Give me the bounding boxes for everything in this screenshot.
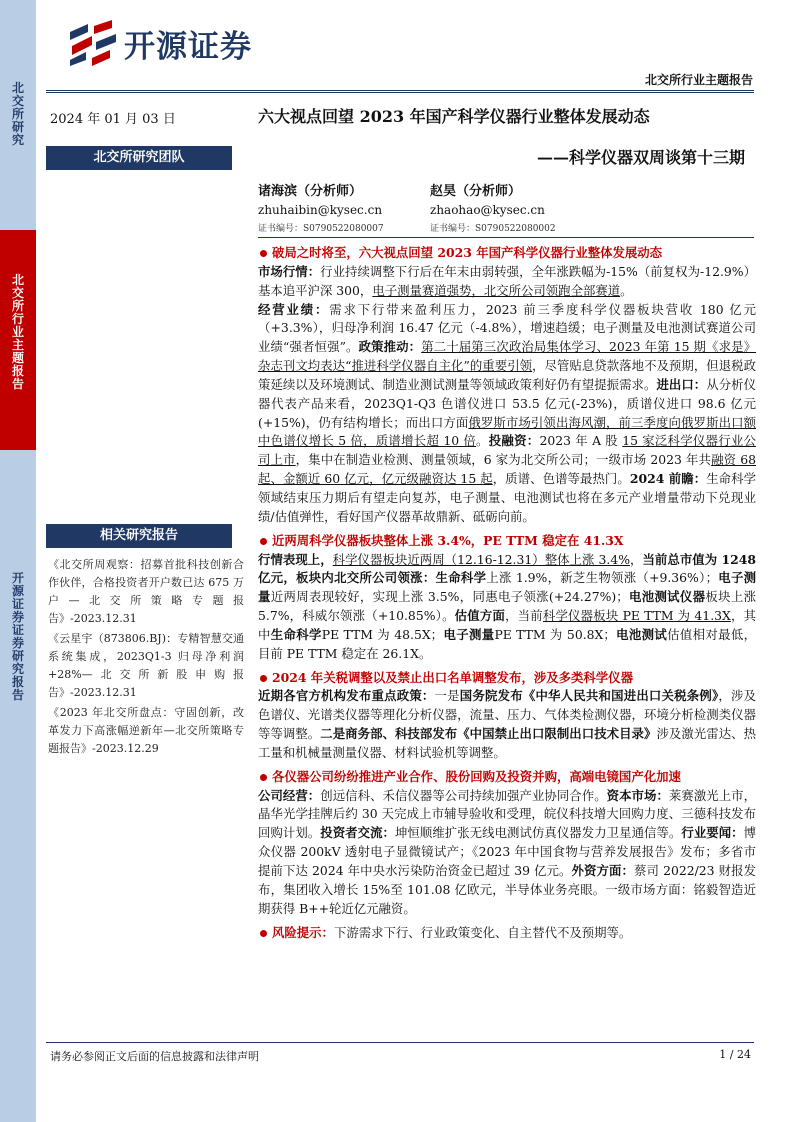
related-reports-list <box>48 556 244 760</box>
analyst-cert: 证书编号：S0790522080002 <box>430 224 556 234</box>
section-heading: 破局之时将至，六大视点回望 2023 年国产科学仪器行业整体发展动态 <box>258 244 756 263</box>
analyst-1 <box>258 180 384 234</box>
analyst-cert: 证书编号：S0790522080007 <box>258 224 384 234</box>
paragraph-quotes: 行情表现上，科学仪器板块近两周（12.16-12.31）整体上涨 3.4%，当前总市值为 1248 亿元，板块内北交所公司领涨：生命科学上涨 1.9%，新芝生物领涨（+9.36%）；电子测量近两周表现较好，实现上涨 3.5%，同惠电子领涨(+24.27%)；电池测试仪器板块上涨 5.7%，科威尔领涨（+10.85%）。估值方面，当前科学仪器板块 PE TTM 为 41.3X，其中生命科学PE TTM 为 48.5X；电子测量PE TTM 为 50.8X；电池测试估值相对最低，目前 PE TTM 稳定在 26.1X。 <box>258 551 757 661</box>
analyst-divider <box>258 237 754 238</box>
sidebar-top-label: 北交所研究 <box>11 81 24 147</box>
paragraph-company: 公司经营：创远信科、禾信仪器等公司持续加强产业协同合作。资本市场：莱赛激光上市，晶华光学挂牌后约 30 天完成上市辅导验收和受理，皖仪科技增大回购力度、三德科技发布回购计划。投资者交流：坤恒顺维扩张无线电测试仿真仪器发力卫星通信等。行业要闻：博众仪器 200kV 透射电子显微镜试产；《2023 年中国食物与营养发展报告》发布；多省市提前下达 2024 年中央水污染防治资金已超过 39 亿元。外资方面：蔡司 2022/23 财报发布，集团收入增长 15%至 101.08 亿欧元，半导体业务亮眼。一级市场方面：铭毅智造近期获得 B++轮近亿元融资。 <box>258 787 757 916</box>
header-divider <box>46 90 754 91</box>
paragraph-market: 市场行情：行业持续调整下行后在年末由弱转强，全年涨跌幅为-15%（前复权为-12.9%）基本追平沪深 300，电子测量赛道强势，北交所公司领跑全部赛道。 <box>258 263 757 298</box>
related-report-item[interactable]: 《云星宇（873806.BJ)：专精智慧交通系统集成，2023Q1-3 归母净利润+28%—北交所新股申购报告》-2023.12.31 <box>48 632 244 699</box>
related-reports-heading: 相关研究报告 <box>46 524 232 548</box>
left-sidebar <box>0 0 36 1122</box>
report-summary <box>258 244 756 942</box>
logo-mark-icon <box>66 20 118 66</box>
header-divider-2 <box>46 92 754 93</box>
analyst-email[interactable]: zhaohao@kysec.cn <box>430 203 545 217</box>
paragraph-policy: 近期各官方机构发布重点政策：一是国务院发布《中华人民共和国进出口关税条例》，涉及色谱仪、光谱类仪器等理化分析仪器，流量、压力、气体类检测仪器，环境分析检测类仪器等等调整。二是商务部、科技部发布《中国禁止出口限制出口技术目录》涉及激光雷达、热工量和机械量测量仪器、材料试验机等调整。 <box>258 688 757 760</box>
team-label: 北交所研究团队 <box>46 146 232 170</box>
paragraph-performance: 经营业绩：需求下行带来盈利压力，2023 前三季度科学仪器板块营收 180 亿元（+3.3%），归母净利润 16.47 亿元（-4.8%），增速趋缓；电子测量及电池测试赛道公司业绩“强者恒强”。政策推动：第二十届第三次政治局集体学习、2023 年第 15 期《求是》杂志刊文均表达“推进科学仪器自主化”的重要引领，尽管贴息贷款落地不及预期，但退税政策延续以及环境测试、制造业测试测量等领域政策利好仍有望提振需求。进出口：从分析仪器代表产品来看，2023Q1-Q3 色谱仪进口 53.5 亿元(-23%)，质谱仪进口 98.6 亿元(+15%)，仍有结构增长；而出口方面俄罗斯市场引领出海风潮，前三季度向俄罗斯出口额中色谱仪增长 5 倍，质谱增长超 10 倍。投融资：2023 年 A 股 15 家泛科学仪器行业公司上市，集中在制造业检测、测量领域，6 家为北交所公司；一级市场 2023 年共融资 68 起、金额近 60 亿元，亿元级融资达 15 起，质谱、色谱等最热门。2024 前瞻：生命科学领域结束压力期后有望走向复苏，电子测量、电池测试也将在多元产业增量带动下兑现业绩/估值弹性，看好国产仪器革故鼎新、砥砺向前。 <box>258 301 757 524</box>
sidebar-red-tab <box>0 230 36 450</box>
analyst-email[interactable]: zhuhaibin@kysec.cn <box>258 203 383 217</box>
sidebar-bottom-label: 开源证券 证券研究报告 <box>11 571 24 702</box>
footer-divider <box>46 1042 754 1043</box>
analyst-name: 赵昊（分析师） <box>430 184 522 199</box>
related-report-item[interactable]: 《2023 年北交所盘点：守固创新，改革发力下高涨幅逆新年—北交所策略专题报告》-2023.12.29 <box>48 706 244 755</box>
footer-disclaimer: 请务必参阅正文后面的信息披露和法律声明 <box>50 1050 259 1063</box>
section-heading: 2024 年关税调整以及禁止出口名单调整发布，涉及多类科学仪器 <box>258 669 756 688</box>
report-subtitle: ——科学仪器双周谈第十三期 <box>536 148 745 167</box>
company-logo <box>66 18 252 68</box>
logo-text: 开源证券 <box>124 28 252 65</box>
section-heading: 各仪器公司纷纷推进产业合作、股份回购及投资并购，高端电镜国产化加速 <box>258 768 756 787</box>
section-heading: 近两周科学仪器板块整体上涨 3.4%，PE TTM 稳定在 41.3X <box>258 532 756 551</box>
related-report-item[interactable]: 《北交所周观察：招募首批科技创新合作伙伴，合格投资者开户数已达 675 万户—北交所策略专题报告》-2023.12.31 <box>48 558 244 625</box>
report-title: 六大视点回望 2023 年国产科学仪器行业整体发展动态 <box>258 107 650 126</box>
report-date: 2024 年 01 月 03 日 <box>50 112 176 127</box>
analyst-2 <box>430 180 556 234</box>
analyst-name: 诸海滨（分析师） <box>258 184 363 199</box>
report-type: 北交所行业主题报告 <box>644 73 753 87</box>
sidebar-red-tab-label: 北交所行业主题报告 <box>11 273 24 391</box>
risk-warning: 风险提示：下游需求下行、行业政策变化、自主替代不及预期等。 <box>258 924 756 943</box>
page-number: 1 / 24 <box>719 1048 751 1061</box>
